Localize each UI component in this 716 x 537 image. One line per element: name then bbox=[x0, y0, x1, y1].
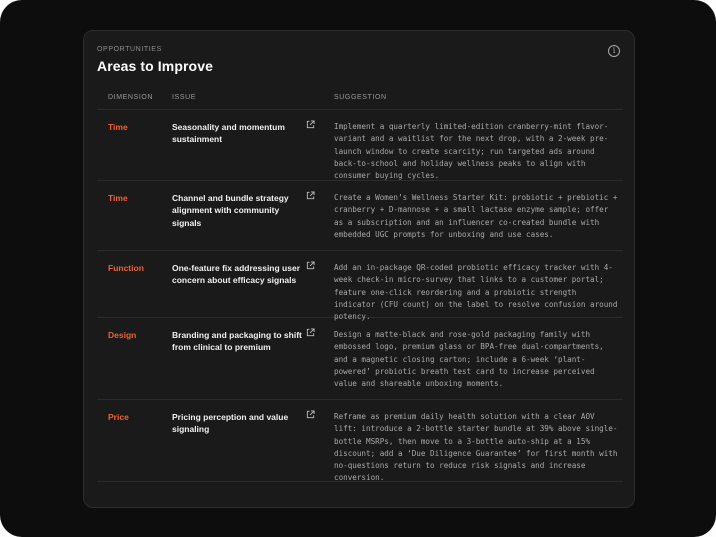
external-link-icon[interactable] bbox=[306, 261, 315, 270]
external-link-icon[interactable] bbox=[306, 191, 315, 200]
dimension-cell: Function bbox=[108, 263, 144, 273]
issue-cell: Pricing perception and value signaling bbox=[172, 412, 289, 435]
column-header-dimension: DIMENSION bbox=[108, 94, 154, 101]
suggestion-cell: Design a matte-black and rose-gold packaging family with embossed logo, premium glass or BPA-free dual-compartments, and a magnetic closing carton; include a 6-week ‘plant-powered’ probiotic breath test card to increase perceived value and shareable unboxing moments. bbox=[334, 330, 604, 389]
table-row bbox=[97, 318, 623, 400]
table-row bbox=[97, 251, 623, 322]
dimension-cell: Price bbox=[108, 412, 129, 422]
column-header-issue: ISSUE bbox=[172, 94, 197, 101]
dimension-cell: Time bbox=[108, 122, 128, 132]
areas-to-improve-card bbox=[83, 30, 635, 508]
table-row bbox=[97, 181, 623, 251]
external-link-icon[interactable] bbox=[306, 328, 315, 337]
table-row bbox=[97, 110, 623, 181]
page-title: Areas to Improve bbox=[97, 58, 213, 74]
info-icon[interactable]: i bbox=[608, 45, 620, 57]
section-eyebrow: OPPORTUNITIES bbox=[97, 46, 162, 53]
suggestion-cell: Reframe as premium daily health solution with a clear AOV lift: introduce a 2-bottle starter bundle at 39% above single-bottle MSRPs, then move to a 3-bottle auto-ship at a 15% discount; add a ‘Due Diligence Guarantee’ for first month with no-questions return to reduce risk signals and increase conversion. bbox=[334, 412, 618, 483]
improvements-table bbox=[97, 92, 623, 482]
issue-cell: Channel and bundle strategy alignment with community signals bbox=[172, 193, 289, 228]
external-link-icon[interactable] bbox=[306, 120, 315, 129]
table-header bbox=[97, 92, 623, 110]
suggestion-cell: Create a Women’s Wellness Starter Kit: probiotic + prebiotic + cranberry + D-mannose + a small lactase enzyme sample; offer as a subscription and an influencer co-created bundle with embedded UGC prompts for unboxing and use cases. bbox=[334, 193, 618, 239]
suggestion-cell: Add an in-package QR-coded probiotic efficacy tracker with 4-week check-in micro-survey that links to a customer portal; feature one-click reordering and a probiotic strength indicator (CFU count) on the label to resolve confusion around potency. bbox=[334, 263, 618, 322]
suggestion-cell: Implement a quarterly limited-edition cranberry-mint flavor-variant and a waitlist for the next drop, with a 2-week pre-launch window to create scarcity; run targeted ads around back-to-school and holiday wellness peaks to align with consumer buying cycles. bbox=[334, 122, 609, 181]
dimension-cell: Time bbox=[108, 193, 128, 203]
issue-cell: One-feature fix addressing user concern about efficacy signals bbox=[172, 263, 301, 286]
issue-cell: Seasonality and momentum sustainment bbox=[172, 122, 285, 145]
dimension-cell: Design bbox=[108, 330, 137, 340]
issue-cell: Branding and packaging to shift from clinical to premium bbox=[172, 330, 302, 353]
table-row bbox=[97, 400, 623, 482]
column-header-suggestion: SUGGESTION bbox=[334, 94, 387, 101]
external-link-icon[interactable] bbox=[306, 410, 315, 419]
